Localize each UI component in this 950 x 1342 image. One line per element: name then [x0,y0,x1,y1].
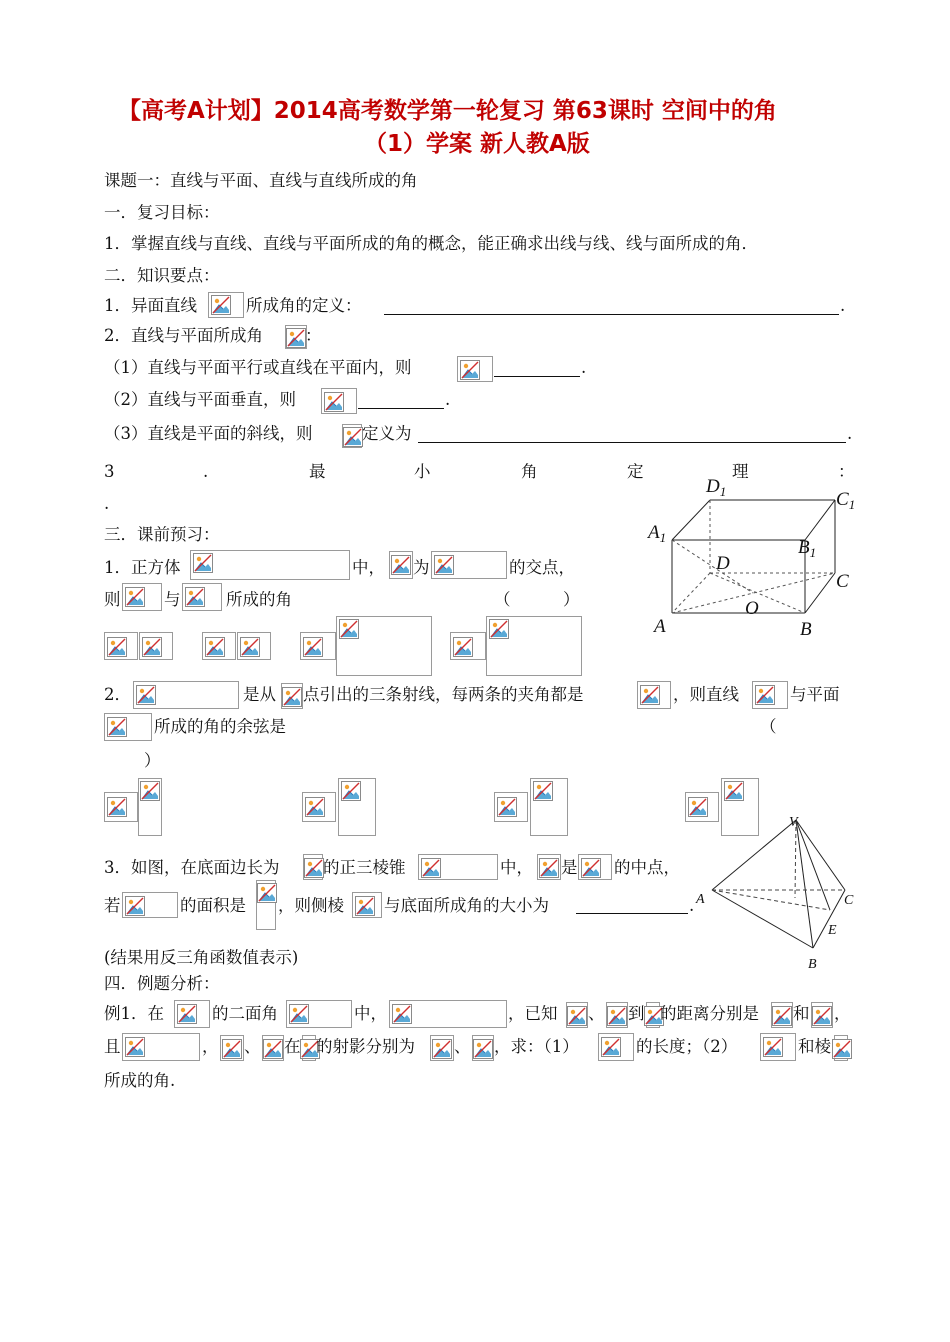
k3-char: 理 [732,462,749,481]
label-sub: 1 [719,484,727,499]
svg-text:A1 [646,522,666,545]
label-A: A [696,892,705,907]
formula-image [418,854,498,880]
formula-image [389,551,413,579]
formula-image [190,550,350,580]
formula-image [566,1002,588,1028]
svg-text:D1 [705,476,726,499]
p1-text: 所成的角 [226,590,292,609]
k2-case-2: （2）直线与平面垂直，则 [104,390,296,409]
label-sub: 1 [809,545,817,560]
p1-text: 与 [164,590,181,609]
formula-image [637,681,671,709]
period: . [847,424,853,443]
choice-image[interactable] [486,616,582,676]
period: . [689,896,695,915]
k2-case-3-def: 定义为 [362,424,412,443]
choice-image[interactable] [300,632,336,660]
cube-figure [640,470,870,640]
svg-text:B1 [798,537,816,560]
e1-text: 且 [104,1037,121,1056]
formula-image [133,681,239,709]
label-C1: C [836,489,849,510]
e1-text: 的二面角 [212,1004,278,1023]
goal-1: 1．掌握直线与直线、直线与平面所成的角的概念，能正确求出线与线、线与面所成的角． [104,234,758,253]
e1-text: 在 [284,1037,301,1056]
formula-image [182,583,222,611]
period: . [840,296,846,315]
formula-image [811,1002,833,1028]
k2-case-1: （1）直线与平面平行或直线在平面内，则 [104,358,412,377]
p3-text: 的中点， [614,858,680,877]
formula-image [598,1033,634,1061]
e1-text: 的长度；（2） [636,1037,738,1056]
formula-image [646,1002,660,1028]
label-sub: 1 [659,530,667,545]
label-O: O [745,598,759,619]
choice-image[interactable] [138,778,162,836]
e1-text: 中， [354,1004,387,1023]
formula-image [472,1035,494,1061]
answer-blank[interactable] [576,913,688,914]
formula-image [342,424,362,448]
formula-image [302,1035,316,1061]
label-sub: 1 [848,497,856,512]
k3-char: . [203,462,209,481]
formula-image [122,583,162,611]
paren: ） [563,590,580,609]
formula-image [834,1035,848,1061]
e1-text: 、 [588,1004,605,1023]
formula-image [352,892,382,918]
topic-heading: 课题一：直线与平面、直线与直线所成的角 [104,171,418,190]
section-examples: 四．例题分析： [104,974,220,993]
label-D: D [716,553,730,574]
formula-image [303,854,323,880]
p2-text: 所成的角的余弦是 [154,717,286,736]
formula-image [431,551,507,579]
e1-text: 到 [628,1004,645,1023]
period: . [445,390,451,409]
e1-text: 和棱 [798,1037,831,1056]
e1-text: ，求：（1） [494,1037,579,1056]
e1-text: ， [834,1004,851,1023]
formula-image [606,1002,628,1028]
formula-image [281,683,303,709]
choice-image[interactable] [338,778,376,836]
p3-text: 若 [104,896,121,915]
choice-image[interactable] [530,778,568,836]
label-C: C [844,893,854,908]
label-E: E [828,923,837,938]
answer-blank[interactable] [494,376,580,377]
label-A: A [654,616,666,637]
section-key-points: 二．知识要点： [104,266,220,285]
p1-text: 1．正方体 [104,558,181,577]
p2-text: 2． [104,685,131,704]
p3-text: 的面积是 [180,896,246,915]
p1-text: 为 [413,558,430,577]
k3-char: 角 [521,462,538,481]
choice-image[interactable] [202,632,236,660]
choice-image[interactable] [237,632,271,660]
formula-image [208,292,244,318]
formula-image [286,1000,352,1028]
e1-text: 的射影分别为 [316,1037,415,1056]
e1-text: ，已知 [508,1004,558,1023]
k3-char: ： [838,462,855,481]
k1-text: 1．异面直线 [104,296,197,315]
formula-image [760,1033,796,1061]
label-B: B [800,619,812,640]
k3-char: 定 [627,462,644,481]
formula-image [220,1035,244,1061]
formula-image [174,1000,210,1028]
formula-image [752,681,788,709]
formula-image [122,892,178,918]
e1-text: 、 [454,1037,471,1056]
k2-text: 2．直线与平面所成角 [104,326,263,345]
label-C: C [836,571,849,592]
formula-image [457,356,493,382]
svg-text:C1 [836,489,855,512]
colon: ： [305,326,322,345]
k3-char: 3 [104,462,115,481]
e1-text: 例1．在 [104,1004,164,1023]
choice-image[interactable] [336,616,432,676]
label-D1: D [706,476,720,497]
paren: （ [760,717,777,736]
e1-text: 、 [244,1037,261,1056]
k2-case-3: （3）直线是平面的斜线，则 [104,424,313,443]
e1-text: ， [202,1037,219,1056]
choice-image[interactable] [450,632,486,660]
choice-image[interactable] [104,792,138,822]
formula-image [256,880,276,930]
label-V: V [789,815,798,830]
p1-text: 则 [104,590,121,609]
p3-text: 是 [561,858,578,877]
label-A1: A [648,522,660,543]
section-preview: 三．课前预习： [104,525,220,544]
title-line1: 【高考A计划】2014高考数学第一轮复习 第63课时 空间中的角 [118,98,777,124]
label-B1: B [798,537,810,558]
p2-text: 点引出的三条射线，每两条的夹角都是 [303,685,584,704]
answer-blank[interactable] [358,408,444,409]
answer-blank[interactable] [384,314,839,315]
formula-image [578,854,612,880]
formula-image [537,854,561,880]
formula-image [122,1033,200,1061]
e1-text: 的距离分别是 [660,1004,759,1023]
k1-definition: 所成角的定义： [246,296,362,315]
formula-image [321,388,357,414]
k3-tail: . [104,494,110,513]
answer-blank[interactable] [418,442,846,443]
formula-image [262,1035,284,1061]
choice-image[interactable] [494,792,528,822]
formula-image [389,1000,507,1028]
k3-char: 最 [309,462,326,481]
formula-image [771,1002,793,1028]
label-B: B [808,957,817,972]
e1-text: 和 [793,1004,810,1023]
paren: ） [144,751,161,770]
p2-text: 与平面 [790,685,840,704]
p3-note: (结果用反三角函数值表示) [104,948,299,967]
p1-text: 中， [352,558,385,577]
p3-text: 中， [500,858,533,877]
formula-image [430,1035,454,1061]
e1-text: 所成的角. [104,1071,176,1090]
p2-text: 是从 [243,685,276,704]
pyramid-figure [690,810,870,975]
choice-image[interactable] [104,632,138,660]
title-line2: （1）学案 新人教A版 [364,131,590,157]
formula-image [285,325,307,349]
p3-text: 3．如图，在底面边长为 [104,858,280,877]
k3-char: 小 [414,462,431,481]
choice-image[interactable] [139,632,173,660]
section-review-goals: 一．复习目标： [104,203,220,222]
p2-text: ，则直线 [673,685,739,704]
paren: （ [494,590,511,609]
period: . [581,358,587,377]
choice-image[interactable] [302,792,336,822]
p1-text: 的交点， [509,558,575,577]
formula-image [104,713,152,741]
p3-text: ，则侧棱 [278,896,344,915]
p3-text: 的正三棱锥 [323,858,406,877]
p3-text: 与底面所成角的大小为 [384,896,549,915]
